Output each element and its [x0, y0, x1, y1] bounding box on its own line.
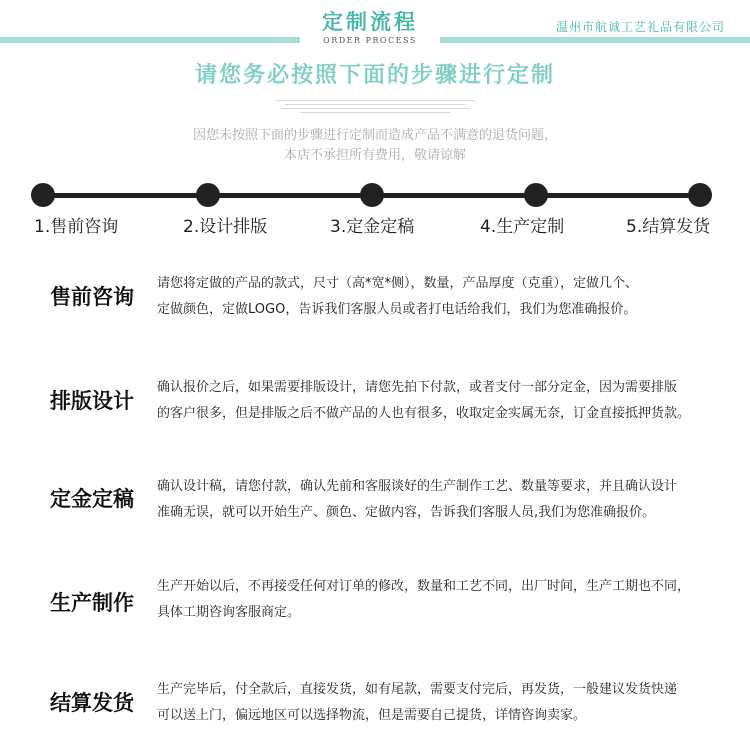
- step-label-5: 5.结算发货: [626, 217, 711, 237]
- section-body-settlement: [157, 677, 737, 729]
- section-line: 确认设计稿，请您付款，确认先前和客服谈好的生产制作工艺、数量等要求，并且确认设计: [157, 479, 678, 494]
- page-title: 定制流程: [322, 10, 418, 34]
- section-line: 请您将定做的产品的款式，尺寸（高*宽*侧），数量，产品厚度（克重），定做几个、: [157, 276, 639, 291]
- step-label-2: 2.设计排版: [183, 217, 268, 237]
- header-bar-right: [440, 37, 750, 43]
- step-label-3: 3.定金定稿: [330, 217, 415, 237]
- timeline-dot-5: [688, 183, 712, 207]
- section-line: 具体工期咨询客服商定。: [157, 605, 301, 620]
- timeline-dot-3: [360, 183, 384, 207]
- section-line: 可以送上门，偏远地区可以选择物流，但是需要自己提货，详情咨询卖家。: [157, 708, 587, 723]
- step-label-1: 1.售前咨询: [34, 217, 119, 237]
- section-line: 确认报价之后，如果需要排版设计，请您先拍下付款，或者支付一部分定金，因为需要排版: [157, 380, 678, 395]
- header-bar-left: [0, 37, 300, 43]
- section-line: 定做颜色，定做LOGO，告诉我们客服人员或者打电话给我们，我们为您准确报价。: [157, 302, 637, 317]
- section-title-consult: 售前咨询: [50, 285, 134, 309]
- section-title-settlement: 结算发货: [50, 691, 134, 715]
- timeline-dot-4: [524, 183, 548, 207]
- section-title-production: 生产制作: [50, 591, 134, 615]
- section-body-consult: [157, 271, 737, 323]
- main-heading: 请您务必按照下面的步骤进行定制: [194, 63, 555, 88]
- section-title-layout: 排版设计: [50, 389, 134, 413]
- notice-line-1: 因您未按照下面的步骤进行定制而造成产品不满意的退货问题，: [192, 128, 557, 143]
- timeline-dot-2: [196, 183, 220, 207]
- section-body-deposit: [157, 474, 737, 526]
- section-body-layout: [157, 375, 737, 427]
- section-line: 准确无误，就可以开始生产、颜色、定做内容，告诉我们客服人员,我们为您准确报价。: [157, 505, 656, 520]
- step-label-4: 4.生产定制: [480, 217, 565, 237]
- timeline-dot-1: [31, 183, 55, 207]
- notice-text: [0, 126, 750, 166]
- company-name: 温州市航诚工艺礼品有限公司: [556, 20, 726, 34]
- section-body-production: [157, 574, 737, 626]
- section-line: 的客户很多，但是排版之后不做产品的人也有很多，收取定金实属无奈，订金直接抵押货款。: [157, 406, 691, 421]
- decorative-lines: [270, 97, 480, 116]
- section-line: 生产开始以后，不再接受任何对订单的修改，数量和工艺不同，出厂时间，生产工期也不同，: [157, 579, 691, 594]
- section-title-deposit: 定金定稿: [50, 487, 134, 511]
- section-line: 生产完毕后，付全款后，直接发货，如有尾款，需要支付完后，再发货，一般建议发货快递: [157, 682, 678, 697]
- notice-line-2: 本店不承担所有费用，敬请谅解: [283, 148, 466, 163]
- page-subtitle: ORDER PROCESS: [323, 36, 417, 45]
